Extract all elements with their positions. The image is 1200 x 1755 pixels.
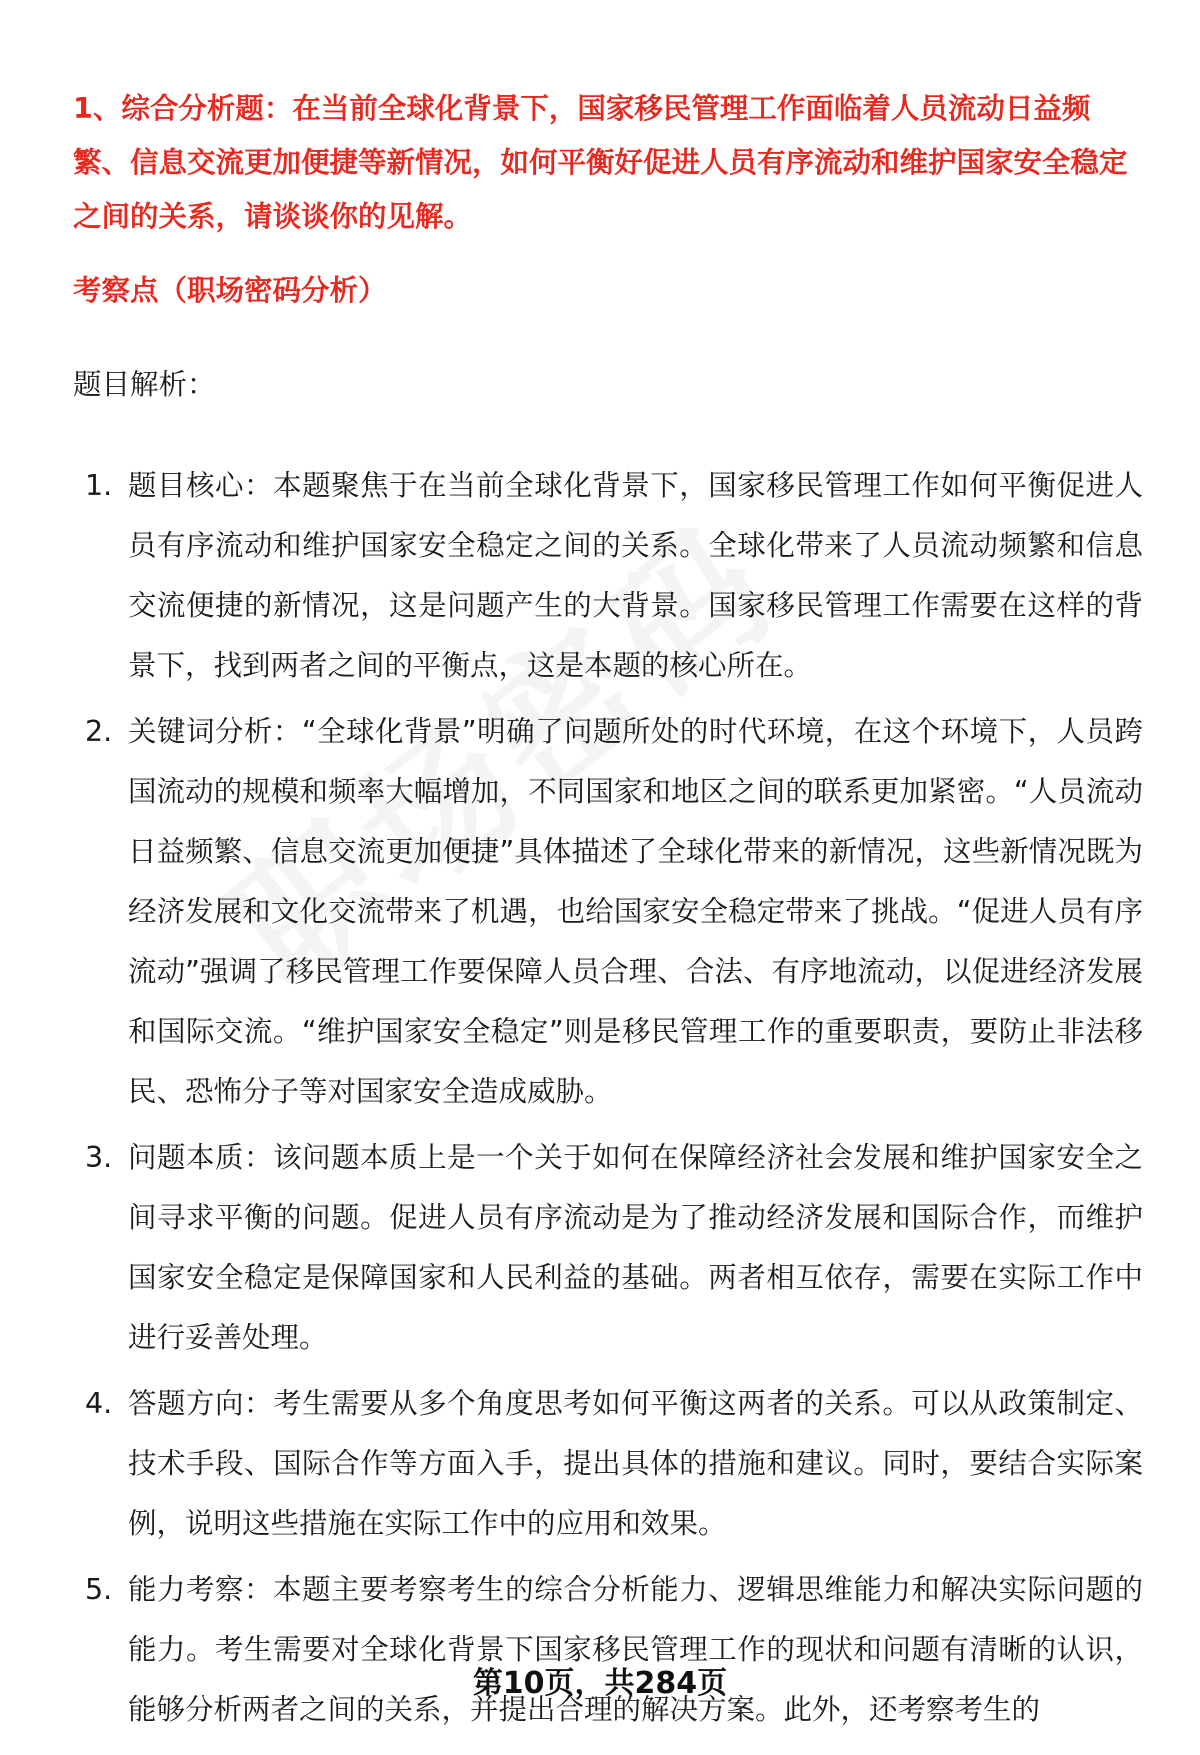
list-item xyxy=(73,1560,1143,1740)
list-item-number: 3. xyxy=(85,1141,113,1174)
page-number-footer: 第10页，共284页 xyxy=(472,1666,728,1701)
list-item xyxy=(73,1374,1143,1554)
document-page xyxy=(73,82,1143,1746)
list-item-number: 1. xyxy=(85,469,113,502)
list-item-text: 问题本质：该问题本质上是一个关于如何在保障经济社会发展和维护国家安全之间寻求平衡的问题。促进人员有序流动是为了推动经济发展和国际合作，而维护国家安全稳定是保障国家和人民利益的基础。两者相互依存，需要在实际工作中进行妥善处理。 xyxy=(128,1141,1143,1354)
list-item xyxy=(73,1128,1143,1368)
list-item-number: 4. xyxy=(85,1387,113,1420)
list-item-text: 能力考察：本题主要考察考生的综合分析能力、逻辑思维能力和解决实际问题的能力。考生需要对全球化背景下国家移民管理工作的现状和问题有清晰的认识，能够分析两者之间的关系，并提出合理的解决方案。此外，还考察考生的 xyxy=(128,1573,1143,1726)
analysis-title: 题目解析： xyxy=(73,368,216,401)
list-item-text: 答题方向：考生需要从多个角度思考如何平衡这两者的关系。可以从政策制定、技术手段、国际合作等方面入手，提出具体的措施和建议。同时，要结合实际案例，说明这些措施在实际工作中的应用和效果。 xyxy=(128,1387,1143,1540)
list-item xyxy=(73,702,1143,1122)
list-item-text: 关键词分析：“全球化背景”明确了问题所处的时代环境，在这个环境下，人员跨国流动的规模和频率大幅增加，不同国家和地区之间的联系更加紧密。“人员流动日益频繁、信息交流更加便捷”具体描述了全球化带来的新情况，这些新情况既为经济发展和文化交流带来了机遇，也给国家安全稳定带来了挑战。“促进人员有序流动”强调了移民管理工作要保障人员合理、合法、有序地流动，以促进经济发展和国际交流。“维护国家安全稳定”则是移民管理工作的重要职责，要防止非法移民、恐怖分子等对国家安全造成威胁。 xyxy=(128,715,1143,1108)
question-heading: 1、综合分析题：在当前全球化背景下，国家移民管理工作面临着人员流动日益频繁、信息交流更加便捷等新情况，如何平衡好促进人员有序流动和维护国家安全稳定之间的关系，请谈谈你的见解。 xyxy=(73,92,1128,233)
section-title: 考察点（职场密码分析） xyxy=(73,274,387,307)
list-item-text: 题目核心：本题聚焦于在当前全球化背景下，国家移民管理工作如何平衡促进人员有序流动和维护国家安全稳定之间的关系。全球化带来了人员流动频繁和信息交流便捷的新情况，这是问题产生的大背景。国家移民管理工作需要在这样的背景下，找到两者之间的平衡点，这是本题的核心所在。 xyxy=(128,469,1143,682)
list-item-number: 5. xyxy=(85,1573,113,1606)
analysis-list xyxy=(73,456,1143,1740)
list-item xyxy=(73,456,1143,696)
list-item-number: 2. xyxy=(85,715,113,748)
